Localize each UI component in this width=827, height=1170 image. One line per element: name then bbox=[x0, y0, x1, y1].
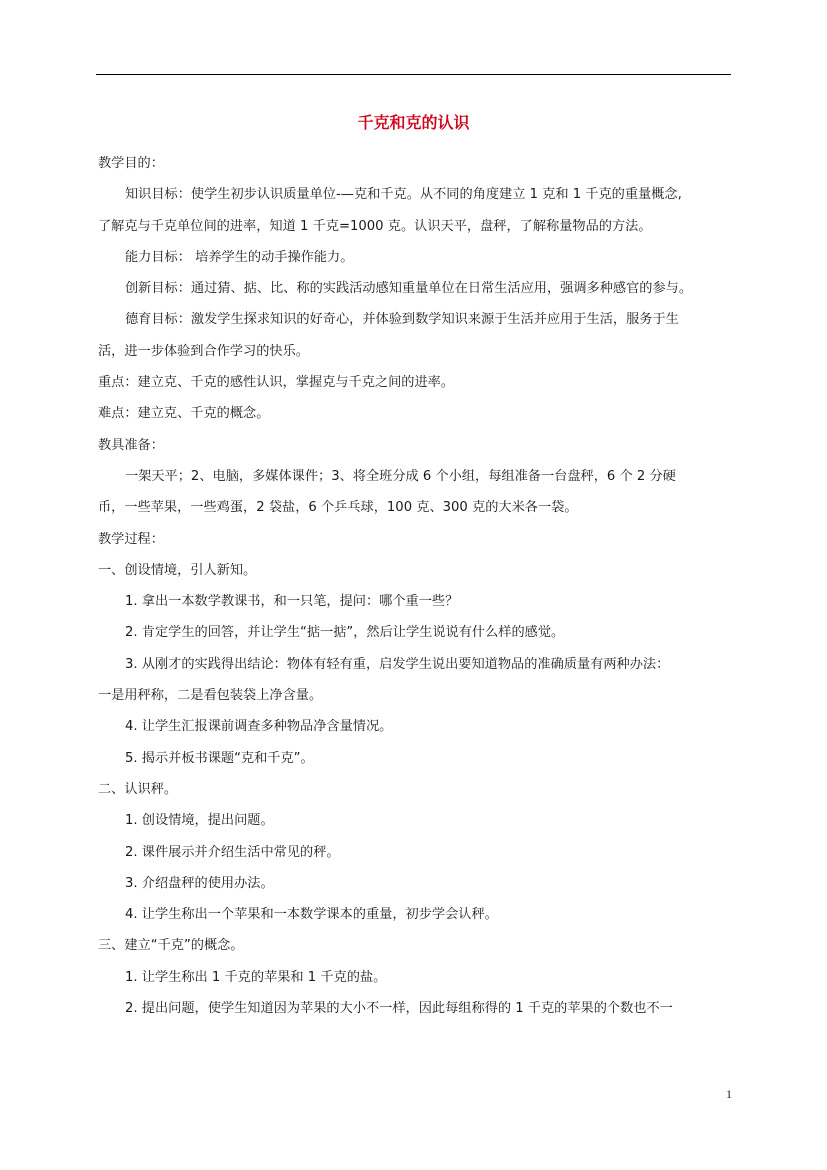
list-item: 4. 让学生汇报课前调查多种物品净含量情况。 bbox=[125, 719, 393, 735]
section-heading-part-2: 二、认识秤。 bbox=[98, 781, 178, 797]
section-heading-materials: 教具准备： bbox=[98, 437, 164, 453]
list-item: 2. 课件展示并介绍生活中常见的秤。 bbox=[125, 844, 340, 860]
document-body bbox=[98, 148, 738, 1024]
paragraph-innovation-goal: 创新目标：通过猜、掂、比、称的实践活动感知重量单位在日常生活应用，强调多种感官的参与。 bbox=[125, 281, 693, 297]
list-item: 1. 创设情境，提出问题。 bbox=[125, 813, 274, 829]
list-item: 5. 揭示并板书课题“克和千克”。 bbox=[125, 750, 314, 766]
list-item: 3. 从刚才的实践得出结论：物体有轻有重，启发学生说出要知道物品的准确质量有两种办法： bbox=[125, 656, 670, 672]
section-heading-part-3: 三、建立“千克”的概念。 bbox=[98, 938, 244, 954]
page-number: 1 bbox=[726, 1087, 732, 1101]
paragraph-knowledge-goal: 知识目标：使学生初步认识质量单位-—克和千克。从不同的角度建立 1 克和 1 千克的重量概念, bbox=[125, 187, 682, 203]
list-item: 1. 让学生称出 1 千克的苹果和 1 千克的盐。 bbox=[125, 969, 387, 985]
paragraph-moral-goal: 德育目标：激发学生探求知识的好奇心，并体验到数学知识来源于生活并应用于生活，服务于生 bbox=[125, 312, 679, 328]
paragraph-knowledge-goal-cont: 了解克与千克单位间的进率，知道 1 千克=1000 克。认识天平，盘秤，了解称量物品的方法。 bbox=[98, 218, 652, 234]
document-title: 千克和克的认识 bbox=[357, 113, 470, 132]
list-item: 1. 拿出一本数学教课书，和一只笔，提问：哪个重一些？ bbox=[125, 594, 459, 610]
paragraph-difficulty: 难点：建立克、千克的概念。 bbox=[98, 406, 270, 422]
paragraph-key-point: 重点：建立克、千克的感性认识，掌握克与千克之间的进率。 bbox=[98, 375, 455, 391]
list-item: 3. 介绍盘秤的使用办法。 bbox=[125, 875, 274, 891]
list-item-cont: 一是用秤称，二是看包装袋上净含量。 bbox=[98, 688, 323, 704]
header-rule bbox=[96, 74, 731, 75]
section-heading-process: 教学过程： bbox=[98, 531, 164, 547]
section-heading-part-1: 一、创设情境，引人新知。 bbox=[98, 562, 257, 578]
paragraph-moral-goal-cont: 活，进一步体验到合作学习的快乐。 bbox=[98, 343, 309, 359]
list-item: 2. 提出问题，使学生知道因为苹果的大小不一样，因此每组称得的 1 千克的苹果的个数也不一 bbox=[125, 1001, 673, 1017]
paragraph-materials: 一架天平；2、电脑，多媒体课件；3、将全班分成 6 个小组，每组准备一台盘秤，6 个 2 分硬 bbox=[125, 468, 676, 484]
list-item: 2. 肯定学生的回答，并让学生“掂一掂”，然后让学生说说有什么样的感觉。 bbox=[125, 625, 565, 641]
paragraph-materials-cont: 币，一些苹果，一些鸡蛋，2 袋盐，6 个乒乓球，100 克、300 克的大米各一袋。 bbox=[98, 500, 578, 516]
paragraph-ability-goal: 能力目标： 培养学生的动手操作能力。 bbox=[125, 249, 354, 265]
section-heading-objectives: 教学目的： bbox=[98, 156, 164, 171]
list-item: 4. 让学生称出一个苹果和一本数学课本的重量，初步学会认秤。 bbox=[125, 907, 498, 923]
